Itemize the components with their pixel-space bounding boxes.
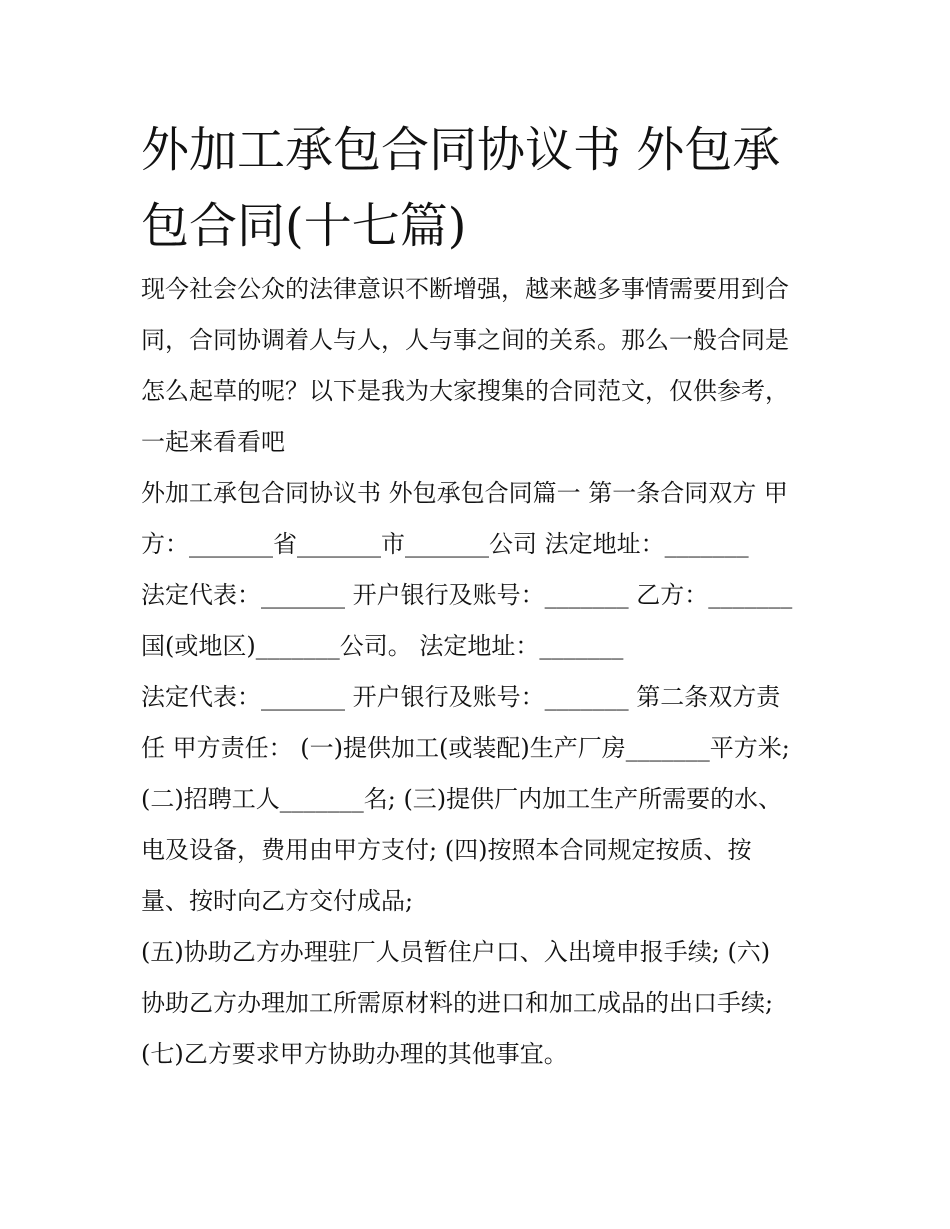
document-title [141, 112, 813, 264]
body-line: 协助乙方办理加工所需原材料的进口和加工成品的出口手续; [141, 989, 774, 1017]
body-line: 法定代表：_______ 开户银行及账号：_______ 第二条双方责 [141, 683, 781, 711]
document-content [141, 112, 813, 1080]
title-line: 包合同(十七篇) [141, 198, 467, 254]
body-line: (二)招聘工人_______名; (三)提供厂内加工生产所需要的水、 [141, 785, 783, 813]
body-line: (五)协助乙方办理驻厂人员暂住户口、入出境申报手续; (六) [141, 938, 771, 966]
intro-line: 同，合同协调着人与人，人与事之间的关系。那么一般合同是 [141, 326, 789, 354]
body-line: 国(或地区)_______公司。 法定地址：_______ [141, 632, 624, 660]
contract-body [141, 468, 813, 1080]
intro-line: 现今社会公众的法律意识不断增强，越来越多事情需要用到合 [141, 275, 789, 303]
body-line: 电及设备，费用由甲方支付; (四)按照本合同规定按质、按 [141, 836, 752, 864]
body-line: (七)乙方要求甲方协助办理的其他事宜。 [141, 1040, 568, 1068]
body-line: 任 甲方责任： (一)提供加工(或装配)生产厂房_______平方米; [141, 734, 790, 762]
body-line: 方：_______省_______市_______公司 法定地址：_______ [141, 530, 749, 558]
body-line: 外加工承包合同协议书 外包承包合同篇一 第一条合同双方 甲 [141, 479, 788, 507]
body-line: 量、按时向乙方交付成品; [141, 887, 414, 915]
intro-paragraph [141, 264, 813, 468]
title-line: 外加工承包合同协议书 外包承 [141, 122, 781, 178]
body-line: 法定代表：_______ 开户银行及账号：_______ 乙方：_______ [141, 581, 793, 609]
intro-line: 怎么起草的呢？以下是我为大家搜集的合同范文，仅供参考， [141, 377, 789, 405]
intro-line: 一起来看看吧 [141, 428, 285, 456]
